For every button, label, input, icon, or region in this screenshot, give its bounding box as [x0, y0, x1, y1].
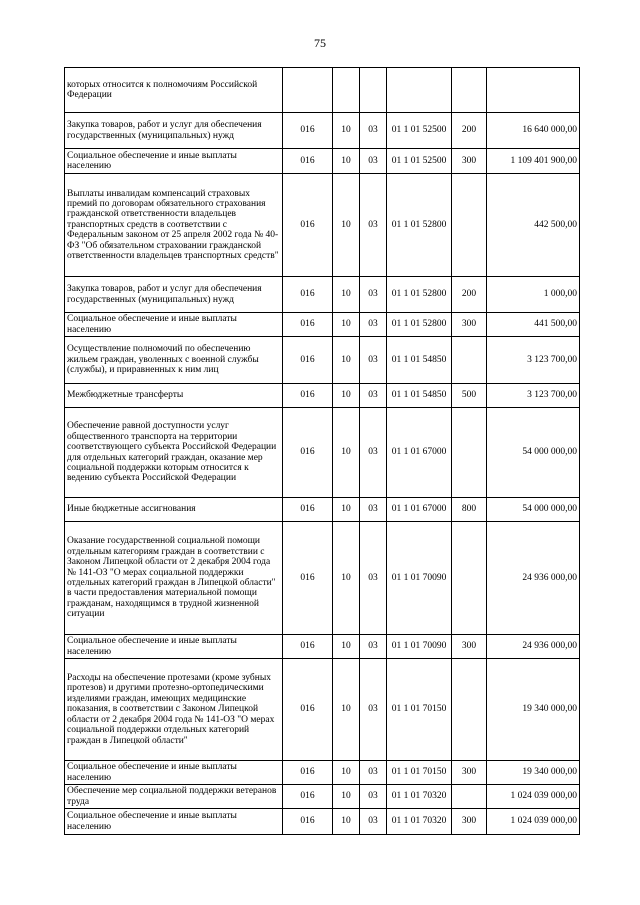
expense-type-code-cell: 300 — [452, 761, 487, 785]
target-article-code-cell: 01 1 01 54850 — [387, 337, 452, 384]
target-article-code-cell: 01 1 01 67000 — [387, 408, 452, 498]
expense-name-cell: Осуществление полномочий по обеспечению жильем граждан, уволенных с военной службы (службы), и приравненных к ним лиц — [65, 337, 283, 384]
table-row — [65, 498, 580, 522]
table-row — [65, 277, 580, 313]
subsection-code-cell: 03 — [360, 313, 387, 337]
subsection-code-cell: 03 — [360, 384, 387, 408]
expense-name-cell: Межбюджетные трансферты — [65, 384, 283, 408]
target-article-code-cell: 01 1 01 52500 — [387, 113, 452, 149]
amount-cell: 442 500,00 — [487, 174, 580, 277]
section-code-cell: 10 — [333, 498, 360, 522]
ministry-code-cell: 016 — [283, 522, 333, 635]
ministry-code-cell: 016 — [283, 408, 333, 498]
section-code-cell: 10 — [333, 313, 360, 337]
expense-name-cell: которых относится к полномочиям Российской Федерации — [65, 68, 283, 113]
section-code-cell: 10 — [333, 337, 360, 384]
expense-type-code-cell — [452, 785, 487, 809]
expense-name-cell: Закупка товаров, работ и услуг для обеспечения государственных (муниципальных) нужд — [65, 277, 283, 313]
expense-type-code-cell — [452, 68, 487, 113]
subsection-code-cell: 03 — [360, 635, 387, 659]
amount-cell: 3 123 700,00 — [487, 337, 580, 384]
ministry-code-cell: 016 — [283, 761, 333, 785]
expense-type-code-cell: 800 — [452, 498, 487, 522]
expense-name-cell: Расходы на обеспечение протезами (кроме зубных протезов) и другими протезно-ортопедическими изделиями граждан, имеющих медицинские показания, в соответствии с Законом Липецкой области от 2 декабря 2004 года № 141-ОЗ "О мерах социальной поддержки отдельных категорий граждан в Липецкой области" — [65, 659, 283, 761]
subsection-code-cell: 03 — [360, 809, 387, 835]
ministry-code-cell: 016 — [283, 174, 333, 277]
expense-type-code-cell: 200 — [452, 277, 487, 313]
table-row — [65, 408, 580, 498]
table-row — [65, 174, 580, 277]
target-article-code-cell: 01 1 01 52800 — [387, 313, 452, 337]
table-row — [65, 384, 580, 408]
expense-type-code-cell — [452, 174, 487, 277]
expense-type-code-cell: 300 — [452, 809, 487, 835]
amount-cell: 1 024 039 000,00 — [487, 785, 580, 809]
section-code-cell: 10 — [333, 761, 360, 785]
target-article-code-cell: 01 1 01 54850 — [387, 384, 452, 408]
budget-table — [64, 67, 580, 835]
ministry-code-cell: 016 — [283, 498, 333, 522]
table-row — [65, 313, 580, 337]
expense-name-cell: Социальное обеспечение и иные выплаты населению — [65, 313, 283, 337]
section-code-cell: 10 — [333, 149, 360, 174]
section-code-cell: 10 — [333, 384, 360, 408]
expense-type-code-cell: 500 — [452, 384, 487, 408]
target-article-code-cell: 01 1 01 52800 — [387, 277, 452, 313]
ministry-code-cell — [283, 68, 333, 113]
expense-name-cell: Обеспечение равной доступности услуг общественного транспорта на территории соответствующего субъекта Российской Федерации для отдельных категорий граждан, оказание мер социальной поддержки которым относится к ведению субъекта Российской Федерации — [65, 408, 283, 498]
expense-name-cell: Выплаты инвалидам компенсаций страховых премий по договорам обязательного страхования гражданской ответственности владельцев транспортных средств в соответствии с Федеральным законом от 25 апреля 2002 года № 40-ФЗ "Об обязательном страховании гражданской ответственности владельцев транспортных средств" — [65, 174, 283, 277]
page-number: 75 — [314, 36, 326, 50]
ministry-code-cell: 016 — [283, 313, 333, 337]
target-article-code-cell: 01 1 01 70090 — [387, 635, 452, 659]
expense-name-cell: Закупка товаров, работ и услуг для обеспечения государственных (муниципальных) нужд — [65, 113, 283, 149]
expense-type-code-cell: 300 — [452, 313, 487, 337]
table-row — [65, 659, 580, 761]
ministry-code-cell: 016 — [283, 659, 333, 761]
ministry-code-cell: 016 — [283, 809, 333, 835]
subsection-code-cell: 03 — [360, 408, 387, 498]
expense-name-cell: Социальное обеспечение и иные выплаты населению — [65, 761, 283, 785]
expense-type-code-cell — [452, 522, 487, 635]
amount-cell: 3 123 700,00 — [487, 384, 580, 408]
table-row — [65, 635, 580, 659]
target-article-code-cell: 01 1 01 70320 — [387, 809, 452, 835]
subsection-code-cell: 03 — [360, 498, 387, 522]
expense-name-cell: Оказание государственной социальной помощи отдельным категориям граждан в соответствии с Законом Липецкой области от 2 декабря 2004 года № 141-ОЗ "О мерах социальной поддержки отдельных категорий граждан в Липецкой области" в части предоставления материальной помощи гражданам, находящимся в трудной жизненной ситуации — [65, 522, 283, 635]
amount-cell: 1 024 039 000,00 — [487, 809, 580, 835]
expense-type-code-cell — [452, 408, 487, 498]
target-article-code-cell: 01 1 01 52500 — [387, 149, 452, 174]
ministry-code-cell: 016 — [283, 113, 333, 149]
section-code-cell: 10 — [333, 408, 360, 498]
ministry-code-cell: 016 — [283, 337, 333, 384]
section-code-cell: 10 — [333, 113, 360, 149]
amount-cell: 54 000 000,00 — [487, 408, 580, 498]
expense-name-cell: Обеспечение мер социальной поддержки ветеранов труда — [65, 785, 283, 809]
budget-table-body — [65, 68, 580, 835]
expense-type-code-cell: 300 — [452, 149, 487, 174]
ministry-code-cell: 016 — [283, 635, 333, 659]
subsection-code-cell — [360, 68, 387, 113]
target-article-code-cell: 01 1 01 52800 — [387, 174, 452, 277]
section-code-cell: 10 — [333, 522, 360, 635]
subsection-code-cell: 03 — [360, 113, 387, 149]
ministry-code-cell: 016 — [283, 149, 333, 174]
subsection-code-cell: 03 — [360, 149, 387, 174]
amount-cell: 54 000 000,00 — [487, 498, 580, 522]
section-code-cell: 10 — [333, 174, 360, 277]
ministry-code-cell: 016 — [283, 277, 333, 313]
subsection-code-cell: 03 — [360, 522, 387, 635]
expense-name-cell: Социальное обеспечение и иные выплаты населению — [65, 149, 283, 174]
target-article-code-cell: 01 1 01 67000 — [387, 498, 452, 522]
amount-cell: 24 936 000,00 — [487, 635, 580, 659]
subsection-code-cell: 03 — [360, 174, 387, 277]
subsection-code-cell: 03 — [360, 761, 387, 785]
section-code-cell: 10 — [333, 809, 360, 835]
ministry-code-cell: 016 — [283, 785, 333, 809]
section-code-cell: 10 — [333, 785, 360, 809]
amount-cell: 16 640 000,00 — [487, 113, 580, 149]
table-row — [65, 149, 580, 174]
expense-type-code-cell — [452, 337, 487, 384]
table-row — [65, 337, 580, 384]
target-article-code-cell — [387, 68, 452, 113]
amount-cell — [487, 68, 580, 113]
table-row — [65, 522, 580, 635]
table-row — [65, 761, 580, 785]
table-row — [65, 113, 580, 149]
target-article-code-cell: 01 1 01 70150 — [387, 659, 452, 761]
amount-cell: 24 936 000,00 — [487, 522, 580, 635]
amount-cell: 441 500,00 — [487, 313, 580, 337]
section-code-cell: 10 — [333, 659, 360, 761]
ministry-code-cell: 016 — [283, 384, 333, 408]
section-code-cell: 10 — [333, 277, 360, 313]
target-article-code-cell: 01 1 01 70320 — [387, 785, 452, 809]
subsection-code-cell: 03 — [360, 337, 387, 384]
section-code-cell: 10 — [333, 635, 360, 659]
table-row — [65, 68, 580, 113]
expense-name-cell: Иные бюджетные ассигнования — [65, 498, 283, 522]
expense-type-code-cell: 300 — [452, 635, 487, 659]
expense-name-cell: Социальное обеспечение и иные выплаты населению — [65, 809, 283, 835]
section-code-cell — [333, 68, 360, 113]
amount-cell: 1 109 401 900,00 — [487, 149, 580, 174]
expense-type-code-cell: 200 — [452, 113, 487, 149]
expense-name-cell: Социальное обеспечение и иные выплаты населению — [65, 635, 283, 659]
subsection-code-cell: 03 — [360, 659, 387, 761]
subsection-code-cell: 03 — [360, 785, 387, 809]
table-row — [65, 785, 580, 809]
amount-cell: 1 000,00 — [487, 277, 580, 313]
expense-type-code-cell — [452, 659, 487, 761]
target-article-code-cell: 01 1 01 70150 — [387, 761, 452, 785]
amount-cell: 19 340 000,00 — [487, 761, 580, 785]
table-row — [65, 809, 580, 835]
subsection-code-cell: 03 — [360, 277, 387, 313]
amount-cell: 19 340 000,00 — [487, 659, 580, 761]
target-article-code-cell: 01 1 01 70090 — [387, 522, 452, 635]
